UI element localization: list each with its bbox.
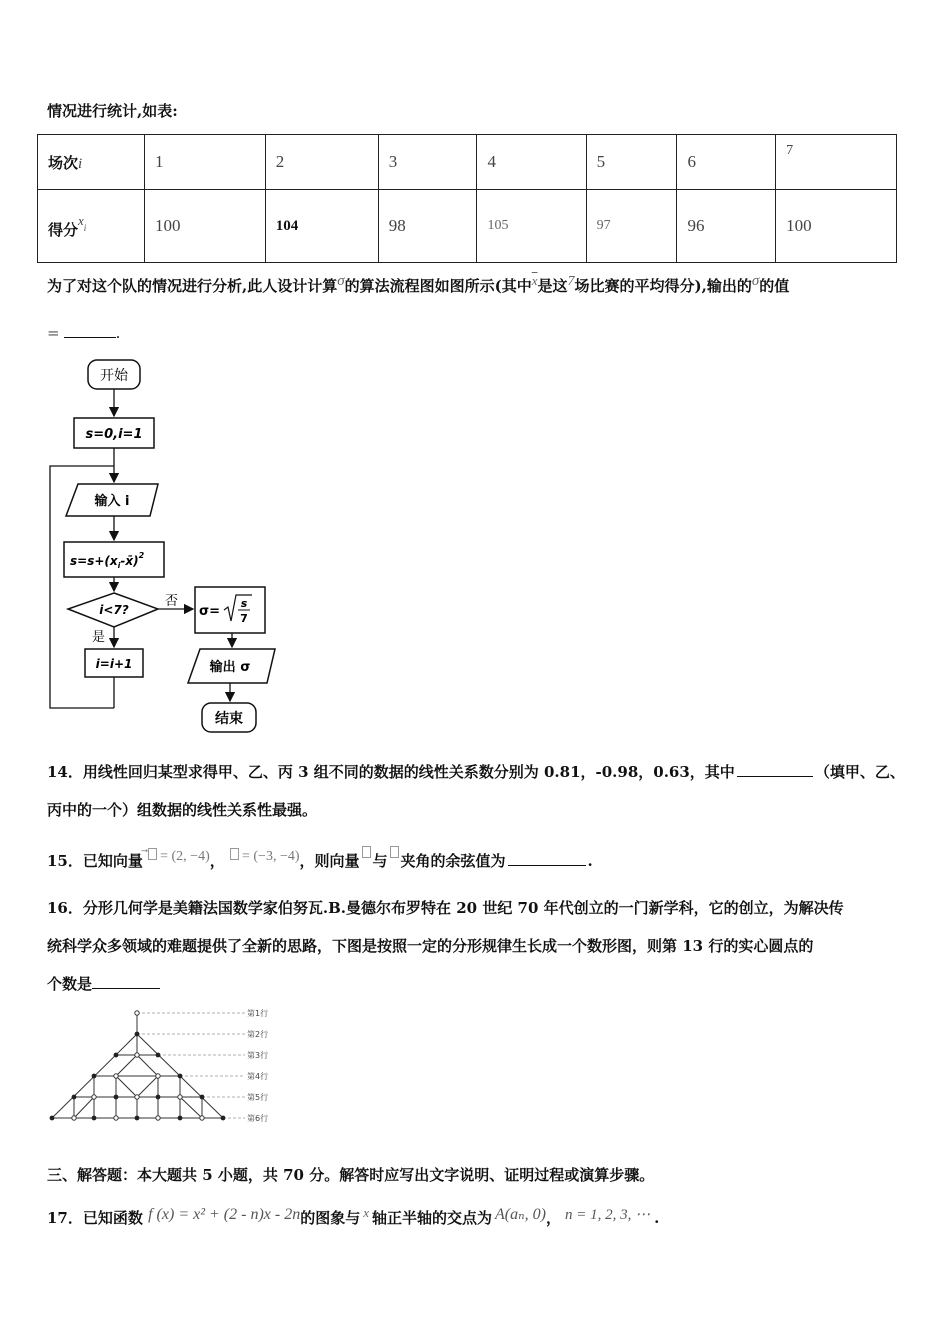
vector-a-ref-icon	[362, 846, 371, 858]
yes-label: 是	[92, 630, 106, 645]
node-solid	[72, 1095, 77, 1100]
q17-line	[47, 1203, 659, 1228]
q15-and: 与	[372, 852, 388, 870]
q17-mid2: 轴正半轴的交点为	[372, 1209, 493, 1227]
q15-prefix: 15．已知向量	[47, 852, 143, 870]
node-hollow	[156, 1116, 160, 1120]
game-cell-4: 4	[477, 135, 586, 190]
q17-n-values: n = 1, 2, 3, ⋯	[564, 1207, 651, 1223]
section3-heading: 三、解答题：本大题共 5 小题，共 70 分。解答时应写出文字说明、证明过程或演算步骤。	[47, 1166, 655, 1184]
output-label: 输出 σ	[209, 660, 251, 675]
update-s-main: s=s+(x	[70, 554, 118, 568]
row-label-3: 第3行	[247, 1051, 269, 1060]
vector-a	[148, 849, 210, 864]
q13-sigma-2: σ	[751, 273, 760, 289]
input-label: 输入 i	[94, 494, 130, 509]
q13-part4: 场比赛的平均得分),输出的	[574, 277, 752, 295]
q13-line2	[47, 323, 120, 343]
scores-header	[38, 190, 145, 263]
no-label: 否	[165, 594, 179, 609]
scores-header-var: x	[78, 212, 84, 228]
q16-line1: 16．分形几何学是美籍法国数学家伯努瓦.B.曼德尔布罗特在 20 世纪 70 年代创立的一门新学科，它的创立，为解决传	[47, 899, 844, 917]
q13-part1: 为了对这个队的情况进行分析,此人设计计算	[47, 277, 338, 295]
node-hollow	[156, 1074, 160, 1078]
node-solid	[114, 1095, 119, 1100]
tree-edges	[52, 1013, 223, 1118]
q13-xbar: $\overline{x}$	[531, 273, 538, 288]
score-cell-1: 100	[145, 190, 266, 263]
node-hollow	[200, 1116, 204, 1120]
row-label-2: 第2行	[247, 1030, 269, 1039]
update-s-tail: -x̄)	[120, 554, 139, 568]
node-solid	[92, 1074, 97, 1079]
node-hollow	[114, 1074, 118, 1078]
q16-answer-blank[interactable]	[92, 974, 160, 989]
scores-header-label: 得分	[48, 220, 79, 239]
start-label: 开始	[100, 368, 128, 384]
node-solid	[92, 1116, 97, 1121]
game-cell-6: 6	[677, 135, 776, 190]
q13-equals: =	[47, 324, 60, 342]
update-s-sup: 2	[138, 551, 145, 560]
score-cell-5: 97	[586, 190, 677, 263]
game-cell-7: 7	[776, 135, 897, 190]
q15-mid: ，则向量	[299, 852, 360, 870]
q15-comma: ，	[209, 852, 225, 870]
game-cell-1: 1	[145, 135, 266, 190]
q13-part2: 的算法流程图如图所示(其中	[344, 277, 532, 295]
node-hollow	[114, 1116, 118, 1120]
q14-line2: 丙中的一个）组数据的线性关系性最强。	[47, 801, 318, 819]
node-solid	[50, 1116, 55, 1121]
row-guides	[137, 1013, 245, 1118]
node-solid	[135, 1116, 140, 1121]
q15-end: .	[587, 852, 593, 870]
q13-answer-blank[interactable]	[64, 323, 116, 338]
node-solid	[178, 1116, 183, 1121]
q17-prefix: 17．已知函数	[47, 1209, 143, 1227]
q13-sigma-1: σ	[337, 273, 345, 289]
games-header-var: i	[78, 155, 83, 172]
q16-line3-text: 个数是	[47, 975, 93, 993]
node-hollow	[135, 1095, 139, 1099]
q15-line	[47, 846, 593, 871]
game-cell-3: 3	[378, 135, 477, 190]
row-label-6: 第6行	[247, 1114, 269, 1123]
q13-seven: 7	[567, 274, 575, 289]
q17-end: .	[654, 1209, 660, 1227]
row-label-1: 第1行	[247, 1009, 269, 1018]
end-label: 结束	[215, 711, 243, 727]
game-cell-2: 2	[265, 135, 378, 190]
update-s-label	[70, 551, 145, 570]
increment-label: i=i+1	[95, 657, 133, 671]
sigma-lhs: σ=	[199, 604, 221, 619]
game-cell-5: 5	[586, 135, 677, 190]
q17-x-var: x	[363, 1205, 370, 1220]
sigma-denominator: 7	[240, 612, 248, 625]
q15-answer-blank[interactable]	[508, 851, 586, 866]
table-row-games	[38, 135, 897, 190]
q14-line1	[47, 762, 905, 782]
vector-b-ref-icon	[390, 846, 399, 858]
table-row-scores	[38, 190, 897, 263]
node-hollow	[72, 1116, 76, 1120]
q17-comma: ，	[545, 1209, 561, 1227]
row-label-5: 第5行	[247, 1093, 269, 1102]
row-label-4: 第4行	[247, 1072, 269, 1081]
q13-part3: 是这	[537, 277, 568, 295]
node-hollow	[135, 1053, 139, 1057]
q17-mid: 的图象与	[300, 1209, 361, 1227]
node-solid	[221, 1116, 226, 1121]
games-header-label: 场次	[48, 153, 79, 172]
node-hollow	[92, 1095, 96, 1099]
vector-a-symbol-icon	[148, 848, 157, 860]
q13-part5: 的值	[759, 277, 790, 295]
vector-b	[230, 849, 300, 864]
score-table	[37, 134, 897, 263]
q14-text: 14．用线性回归某型求得甲、乙、丙 3 组不同的数据的线性关系数分别为 0.81，-0.98，0.63，其中	[47, 763, 735, 781]
q17-function: f (x) = x² + (2 - n)x - 2n	[148, 1206, 301, 1223]
node-solid	[156, 1053, 161, 1058]
node-solid	[178, 1074, 183, 1079]
q13-line1	[47, 271, 789, 296]
flowchart	[40, 355, 290, 740]
q15-tail: 夹角的余弦值为	[400, 852, 506, 870]
sigma-numerator: s	[240, 597, 248, 610]
node-solid	[135, 1032, 140, 1037]
fractal-tree-figure	[40, 1005, 280, 1127]
init-label: s=0,i=1	[85, 427, 143, 442]
score-cell-4: 105	[477, 190, 586, 263]
q13-period: .	[115, 324, 121, 342]
node-hollow	[135, 1011, 139, 1015]
node-solid	[114, 1053, 119, 1058]
vector-b-symbol-icon	[230, 848, 239, 860]
vector-a-value: = (2, −4)	[160, 849, 210, 864]
score-cell-7: 100	[776, 190, 897, 263]
score-cell-2: 104	[265, 190, 378, 263]
scores-header-sub: i	[83, 222, 87, 233]
q16-line2: 统科学众多领域的难题提供了全新的思路，下图是按照一定的分形规律生长成一个数形图，则第 13 行的实心圆点的	[47, 937, 814, 955]
node-hollow	[178, 1095, 182, 1099]
intro-text: 情况进行统计,如表:	[47, 102, 178, 120]
q14-answer-blank[interactable]	[737, 762, 813, 777]
q14-tail: （填甲、乙、	[814, 763, 905, 781]
node-solid	[156, 1095, 161, 1100]
vector-b-value: = (−3, −4)	[241, 849, 300, 864]
score-cell-6: 96	[677, 190, 776, 263]
q17-point: A(aₙ, 0)	[495, 1206, 546, 1223]
condition-label: i<7?	[99, 603, 129, 617]
games-header	[38, 135, 145, 190]
q16-line3	[47, 974, 160, 994]
score-cell-3: 98	[378, 190, 477, 263]
node-solid	[200, 1095, 205, 1100]
update-s-sub: i	[117, 561, 121, 570]
